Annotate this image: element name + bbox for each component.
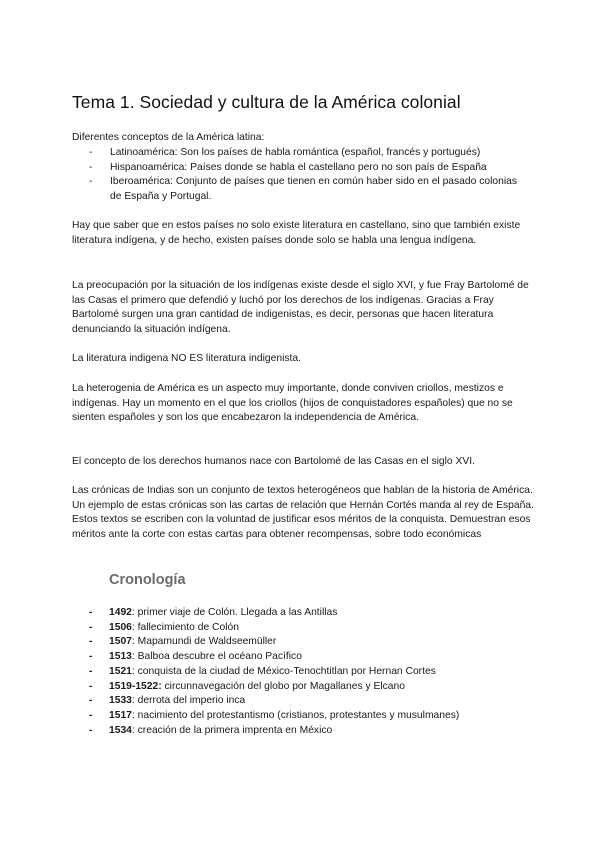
list-item: - 1533: derrota del imperio inca [89,695,246,707]
list-item: - 1513: Balboa descubre el océano Pacífico [89,651,302,663]
paragraph: La heterogenia de América es un aspecto muy importante, donde conviven criollos, mestizos e indígenas. Hay un momento en el que los criollos (hijos de conquistadores españoles) que no se sienten españoles y son los que encabezaron la independencia de América. [72,383,513,424]
list-item: - Hispanoamérica: Países donde se habla el castellano pero no son país de España [89,161,487,173]
section-heading: Cronología [109,572,186,588]
chronology-list [72,606,539,738]
intro-text: Diferentes conceptos de la América latina: [72,132,265,143]
list-item: - 1521: conquista de la ciudad de México-Tenochtitlan por Hernan Cortes [89,665,436,677]
paragraph: Hay que saber que en estos países no solo existe literatura en castellano, sino que también existe literatura indígena, y de hecho, existen países donde solo se habla una lengua indígena. [72,220,521,246]
paragraph: Las crónicas de Indias son un conjunto de textos heterogéneos que hablan de la historia de América. Un ejemplo de estas crónicas son las cartas de relación que Hernán Cortés manda al rey de España. Estos textos se escriben con la voluntad de justificar esos méritos de la conquista. Demuestran esos méritos ante la corte con estas cartas para obtener recompensas, sobre todo económicas [72,485,534,541]
paragraph: La literatura indigena NO ES literatura indigenista. [72,353,301,364]
concepts-list [72,146,540,205]
page-title: Tema 1. Sociedad y cultura de la América colonial [72,92,461,112]
paragraph: El concepto de los derechos humanos nace con Bartolomé de las Casas en el siglo XVI. [72,456,475,467]
list-item: - 1506: fallecimiento de Colón [89,621,239,633]
list-item: - 1519-1522: circunnavegación del globo por Magallanes y Elcano [89,680,405,692]
list-item: - 1507: Mapamundi de Waldseemüller [89,636,277,648]
list-item: - Iberoamérica: Conjunto de países que tienen en común haber sido en el pasado colonias de España y Portugal. [89,176,517,203]
list-item: - 1492: primer viaje de Colón. Llegada a las Antillas [89,607,338,618]
list-item: - 1534: creación de la primera imprenta en México [89,724,333,736]
list-item: - 1517: nacimiento del protestantismo (cristianos, protestantes y musulmanes) [89,709,460,721]
paragraph: La preocupación por la situación de los indígenas existe desde el siglo XVI, y fue Fray Bartolomé de las Casas el primero que defendió y luchó por los derechos de los indígenas. Gracias a Fray Bartolomé surgen una gran cantidad de indigenistas, es decir, personas que hacen literatura denunciando la situación indígena. [72,280,529,336]
list-item: - Latinoamérica: Son los países de habla romántica (español, francés y portugués) [89,147,481,158]
